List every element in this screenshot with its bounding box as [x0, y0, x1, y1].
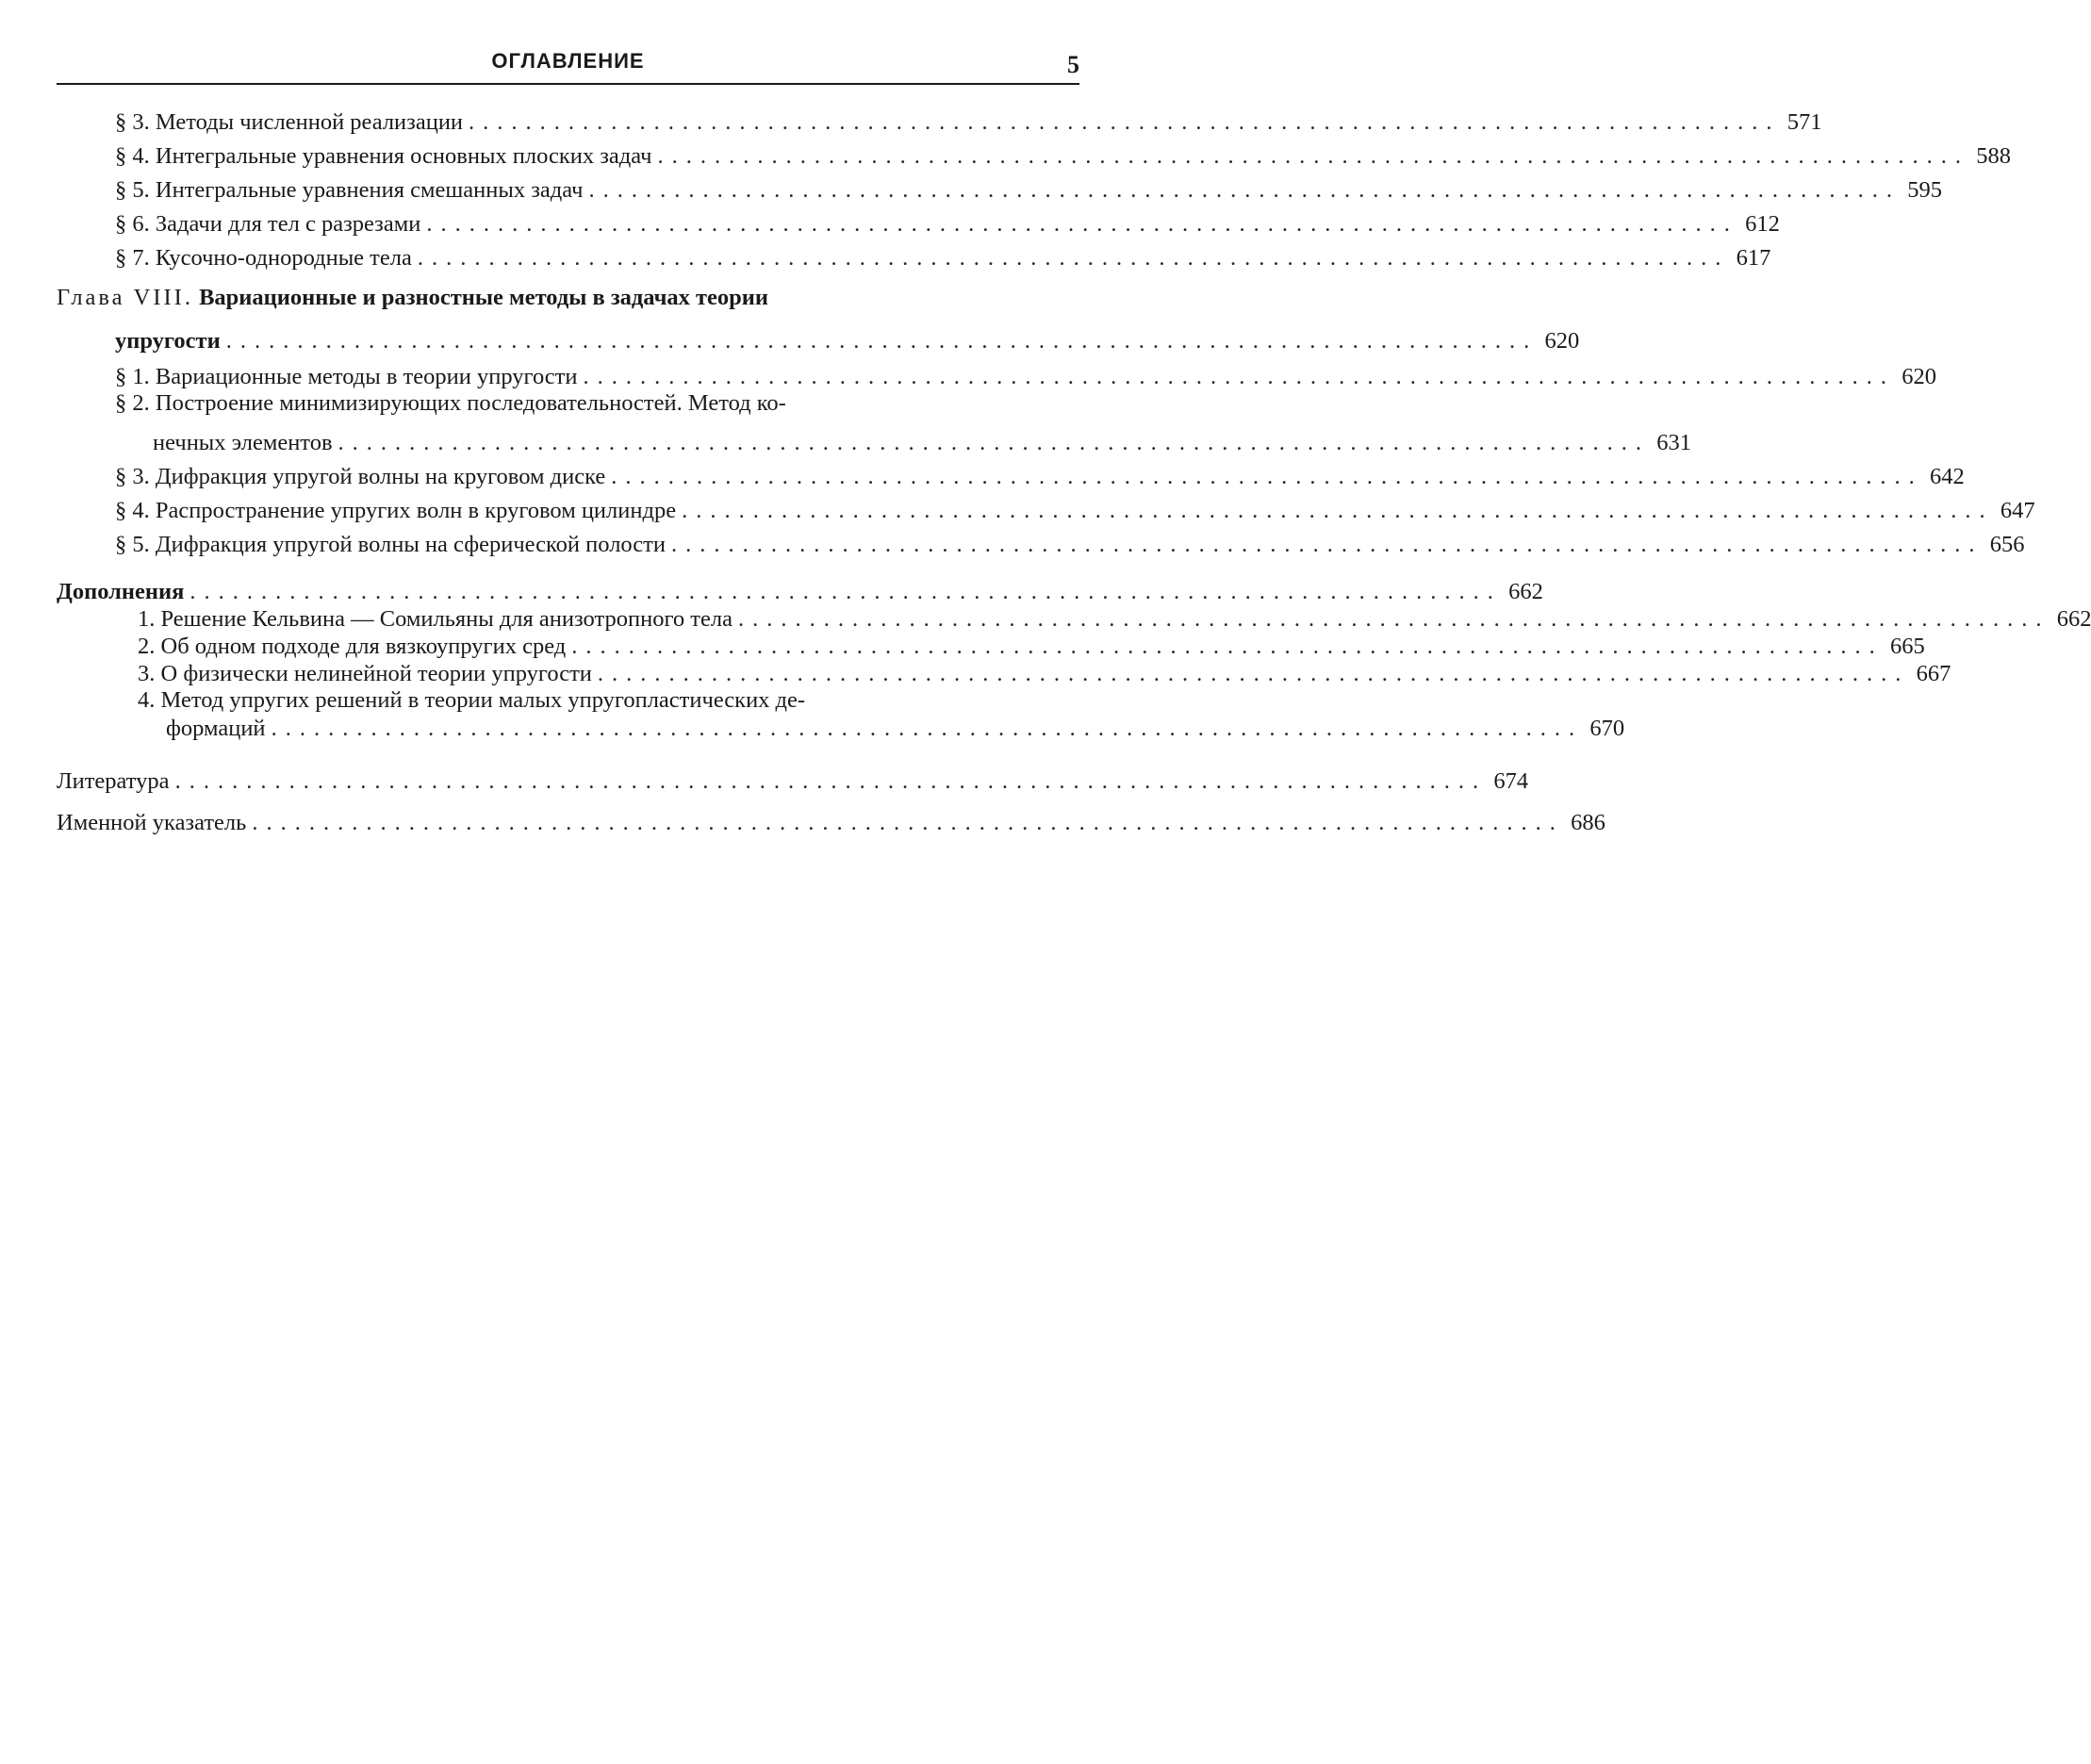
toc-entry-label: § 3. Методы численной реализации: [115, 109, 464, 135]
leader-dots: ............................................................................................: [583, 364, 1895, 389]
toc-entry-label: § 5. Интегральные уравнения смешанных задач: [115, 177, 584, 203]
appendix-heading: Дополнения: [57, 579, 185, 604]
toc-entry-label: 3. О физически нелинейной теории упругости: [138, 661, 592, 686]
toc-entry-label: § 1. Вариационные методы в теории упругости: [115, 364, 578, 389]
toc-entry-page: 656: [1989, 532, 2025, 557]
toc-entry: [138, 605, 2091, 633]
toc-entry-label-continuation: формаций: [166, 716, 266, 741]
literature-heading: Литература: [57, 768, 170, 794]
toc-entry-label: § 7. Кусочно-однородные тела: [115, 245, 412, 271]
toc-entry-label: § 6. Задачи для тел с разрезами: [115, 211, 421, 237]
leader-dots: ............................................................................................: [338, 430, 1651, 455]
leader-dots: ............................................................................................: [737, 606, 2050, 632]
leader-dots: ............................................................................................: [426, 211, 1738, 237]
toc-entry-wrapped-line: [138, 687, 1079, 715]
page-number: 5: [1067, 51, 1079, 78]
toc-entry-label: 1. Решение Кельвина — Сомильяны для анизотропного тела: [138, 606, 733, 632]
toc-entry-page: 662: [1508, 579, 1543, 604]
toc-entry-page: 595: [1907, 177, 1942, 203]
toc-entry-page: 665: [1889, 634, 1925, 659]
toc-entry-page: 612: [1745, 211, 1780, 237]
toc-entry: [57, 761, 1529, 795]
toc-entry-page: 662: [2056, 606, 2091, 632]
leader-dots: ............................................................................................: [597, 661, 1910, 686]
toc-entry-page: 647: [2000, 498, 2035, 523]
leader-dots: ............................................................................................: [174, 768, 1488, 794]
table-of-contents: [57, 102, 2091, 836]
toc-entry: [57, 802, 1605, 836]
header-rule: [57, 83, 1079, 85]
name-index-heading: Именной указатель: [57, 810, 247, 835]
toc-entry-label: § 3. Дифракция упругой волны на круговом диске: [115, 464, 606, 489]
leader-dots: ............................................................................................: [682, 498, 1994, 523]
toc-entry-page: 571: [1786, 109, 1822, 135]
toc-entry-page: 674: [1493, 768, 1529, 794]
toc-entry: [115, 136, 2011, 170]
toc-entry: [57, 571, 1543, 605]
chapter-title-line1: Вариационные и разностные методы в задачах теории: [199, 285, 769, 310]
toc-entry-label: § 4. Распространение упругих волн в круговом цилиндре: [115, 498, 677, 523]
toc-entry: [115, 490, 2035, 524]
toc-entry: [115, 524, 2025, 558]
toc-entry-label: § 4. Интегральные уравнения основных плоских задач: [115, 143, 652, 169]
leader-dots: ............................................................................................: [189, 579, 1502, 604]
toc-entry: [115, 102, 1822, 136]
toc-entry: [115, 204, 1780, 238]
toc-entry-label-continuation: нечных элементов: [153, 430, 333, 455]
toc-entry: [115, 456, 1965, 490]
toc-entry-page: 617: [1736, 245, 1771, 271]
toc-entry: [166, 715, 1625, 742]
running-title: ОГЛАВЛЕНИЕ: [491, 49, 645, 73]
leader-dots: ............................................................................................: [417, 245, 1730, 271]
leader-dots: ............................................................................................: [225, 328, 1539, 354]
leader-dots: ............................................................................................: [670, 532, 1984, 557]
toc-entry-wrapped-line: [115, 390, 1079, 422]
chapter-title-line2: упругости: [115, 328, 221, 354]
running-head: [57, 0, 1079, 89]
toc-entry-page: 631: [1656, 430, 1692, 455]
toc-entry: [115, 356, 1936, 390]
toc-entry: [138, 633, 1925, 660]
toc-entry-label: § 5. Дифракция упругой волны на сферической полости: [115, 532, 666, 557]
toc-entry-page: 642: [1930, 464, 1965, 489]
toc-entry-label: 2. Об одном подходе для вязкоупругих сред: [138, 634, 567, 659]
leader-dots: ............................................................................................: [588, 177, 1901, 203]
leader-dots: ............................................................................................: [611, 464, 1923, 489]
leader-dots: ............................................................................................: [252, 810, 1564, 835]
toc-entry: [115, 170, 1942, 204]
toc-entry-page: 588: [1976, 143, 2011, 169]
toc-page: [57, 0, 2091, 836]
toc-entry-label: § 2. Построение минимизирующих последовательностей. Метод ко-: [115, 390, 786, 416]
leader-dots: ............................................................................................: [657, 143, 1969, 169]
leader-dots: ............................................................................................: [271, 716, 1584, 741]
toc-entry-page: 667: [1916, 661, 1951, 686]
toc-entry: [153, 422, 1692, 456]
chapter-prefix: Глава VIII.: [57, 285, 193, 310]
toc-entry: [138, 660, 1951, 687]
toc-entry-page: 686: [1571, 810, 1605, 835]
leader-dots: ............................................................................................: [469, 109, 1781, 135]
toc-entry-page: 620: [1544, 328, 1580, 354]
toc-entry-page: 670: [1589, 716, 1625, 741]
toc-entry: [115, 238, 1771, 272]
chapter-heading: [57, 285, 1079, 319]
toc-entry-page: 620: [1902, 364, 1936, 389]
leader-dots: ............................................................................................: [571, 634, 1884, 659]
toc-entry-label: 4. Метод упругих решений в теории малых упругопластических де-: [138, 687, 806, 713]
toc-entry: [115, 319, 1580, 354]
